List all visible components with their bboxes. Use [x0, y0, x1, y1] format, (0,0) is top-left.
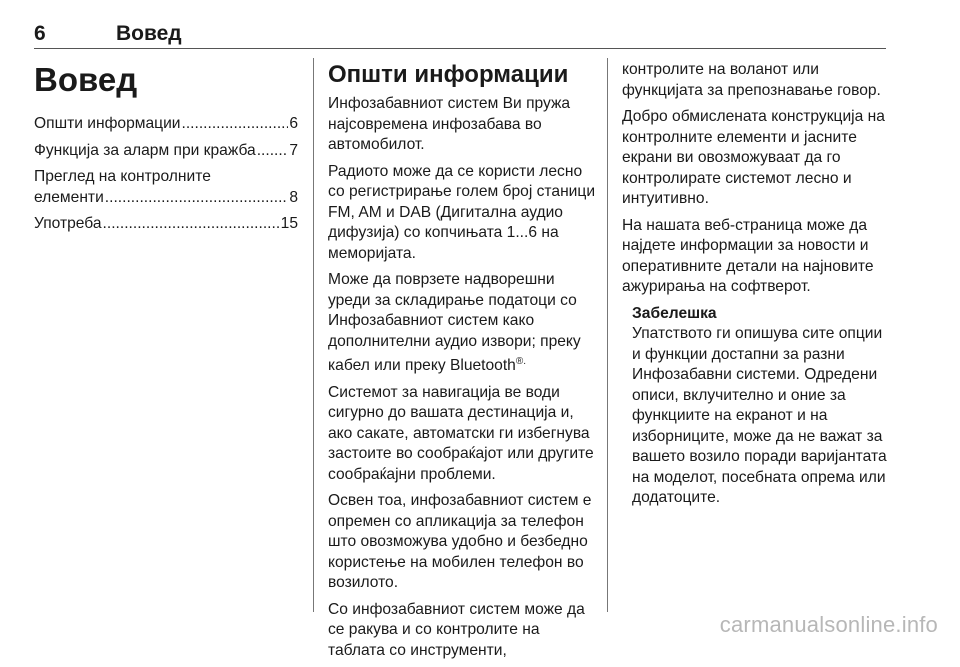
table-of-contents — [34, 114, 298, 235]
toc-entry[interactable] — [34, 214, 298, 235]
column-3 — [622, 60, 888, 509]
toc-leader-dots — [257, 141, 289, 162]
toc-leader-dots — [105, 188, 289, 209]
registered-mark: ®. — [515, 356, 526, 367]
toc-entry[interactable] — [34, 167, 298, 208]
body-paragraph: Освен тоа, инфозабавниот систем е опремен со апликација за телефон што овозможува удобно и безбедно користење на мобилен телефон во возилото. — [328, 492, 592, 592]
toc-entry[interactable] — [34, 141, 298, 162]
toc-entry[interactable] — [34, 114, 298, 135]
column-2 — [328, 60, 596, 667]
header-rule — [34, 48, 886, 49]
body-paragraph: Добро обмислената конструкција на контролните елементи и јасните екрани ви овозможуваат да го контролирате системот лесно и интуитивно. — [622, 108, 885, 207]
body-paragraph: На нашата веб-страница може да најдете информации за новости и оперативните детали на најновите ажурирања на софтверот. — [622, 216, 874, 295]
chapter-title: Вовед — [34, 61, 138, 98]
body-paragraph: контролите на воланот или функцијата за препознавање говор. — [622, 61, 881, 99]
section-title: Општи информации — [328, 61, 569, 88]
body-text: Може да поврзете надворешни уреди за складирање податоци со Инфозабавниот систем како дополнителни аудио извори; преку кабел или преку Bluetooth — [328, 271, 581, 375]
toc-entry-page: 7 — [289, 141, 298, 159]
body-paragraph: Со инфозабавниот систем може да се ракува и со контролите на таблата со инструменти, — [328, 600, 585, 659]
body-paragraph: Инфозабавниот систем Ви пружа најсовремена инфозабава во автомобилот. — [328, 95, 571, 153]
toc-entry-label: елементи — [34, 188, 104, 206]
toc-entry-page: 15 — [280, 215, 298, 232]
page-header — [34, 10, 886, 45]
column-1 — [34, 60, 298, 241]
body-paragraph: Системот за навигација ве води сигурно до вашата дестинација и, ако сакате, автоматски ги избегнува застоите во сообраќајот или другите сообраќајни проблеми. — [328, 383, 594, 483]
toc-entry-label: Употреба — [34, 215, 102, 232]
running-title: Вовед — [116, 22, 182, 45]
toc-entry-page: 6 — [289, 115, 298, 132]
toc-entry-label: Функција за аларм при кражба — [34, 141, 256, 159]
note-body: Упатството ги опишува сите опции и функции достапни за разни Инфозабавни системи. Одредени описи, вклучително и оние за функциите на екранот и на изборниците, може да не важат за вашето возило поради варијантата на моделот, посебната опрема или додатоците. — [632, 325, 887, 506]
watermark: carmanualsonline.info — [719, 612, 938, 637]
note-box — [632, 304, 888, 509]
body-paragraph — [328, 270, 596, 377]
toc-entry-page: 8 — [289, 188, 298, 206]
note-title: Забелешка — [632, 304, 717, 322]
toc-leader-dots — [103, 214, 280, 235]
toc-leader-dots — [182, 114, 289, 135]
toc-entry-label: Општи информации — [34, 115, 181, 132]
column-divider-2 — [607, 58, 608, 612]
toc-entry-label-line1: Преглед на контролните — [34, 168, 211, 185]
column-divider-1 — [313, 58, 314, 612]
body-paragraph: Радиото може да се користи лесно со регистрирање голем број станици FM, AM и DAB (Дигитална аудио дифузија) со копчињата 1...6 на меморијата. — [328, 162, 596, 262]
page-number: 6 — [34, 22, 46, 45]
